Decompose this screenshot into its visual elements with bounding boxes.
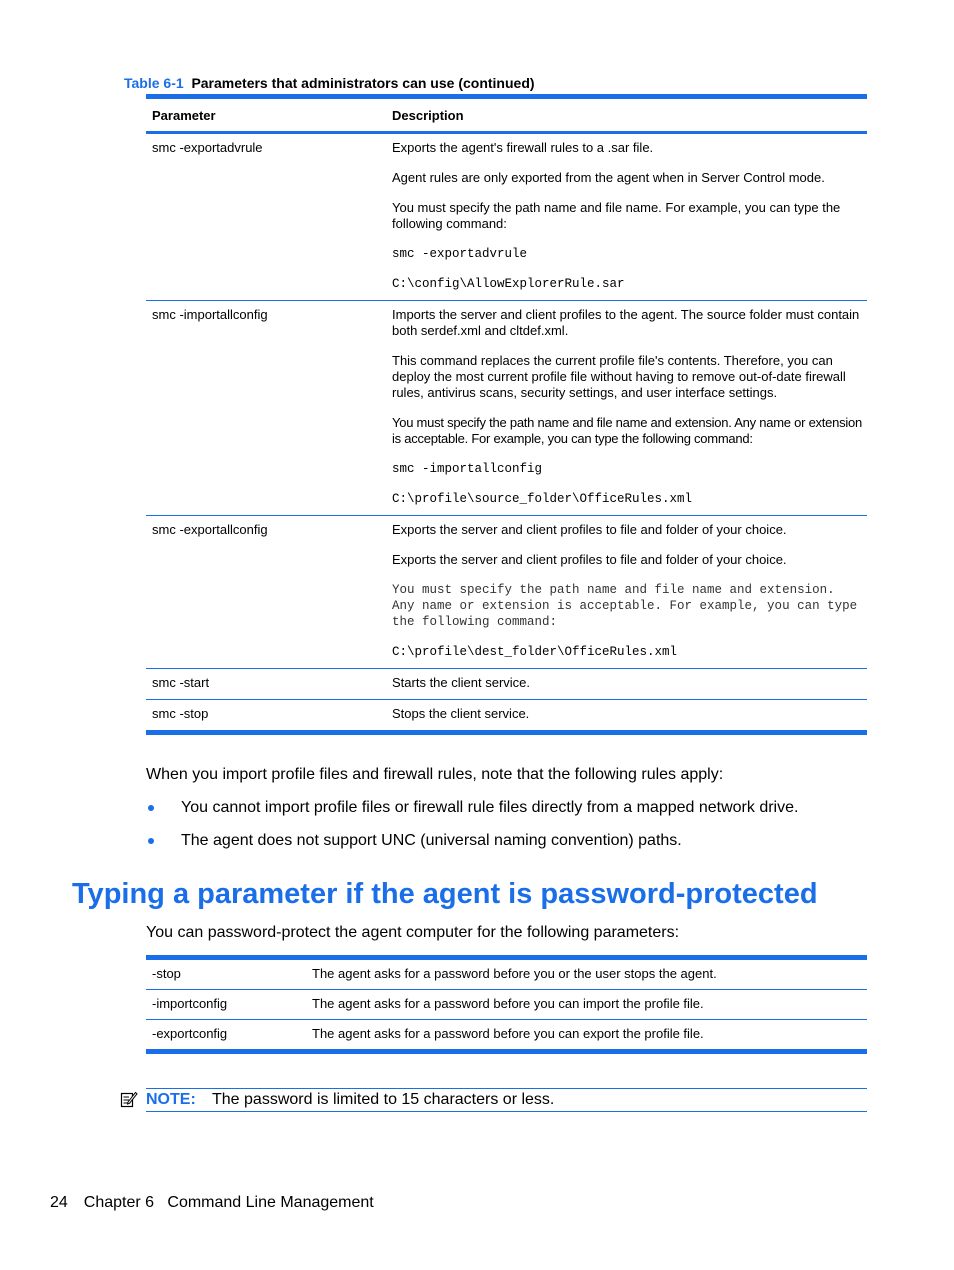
description-paragraph: You must specify the path name and file name and extension. Any name or extension is acceptable. For example, you can type the following command: xyxy=(392,583,858,629)
table-number: Table 6-1 xyxy=(124,75,184,91)
description-cell: The agent asks for a password before you can import the profile file. xyxy=(306,990,867,1020)
parameter-cell: -importconfig xyxy=(146,990,306,1020)
command-example: smc -exportadvrule xyxy=(392,247,528,261)
table-row xyxy=(146,700,867,733)
bullet-icon xyxy=(148,838,154,844)
description-paragraph: Agent rules are only exported from the agent when in Server Control mode. xyxy=(392,170,825,185)
description-paragraph: This command replaces the current profile file's contents. Therefore, you can deploy the most current profile file without having to remove out-of-date firewall rules, antivirus scans, security settings, and user interface settings. xyxy=(392,353,846,400)
parameter-cell: smc -importallconfig xyxy=(146,301,386,516)
parameter-cell: smc -start xyxy=(146,669,386,700)
note-text: The password is limited to 15 characters or less. xyxy=(212,1091,555,1108)
chapter-title: Chapter 6 Command Line Management xyxy=(83,1194,374,1211)
column-header-parameter: Parameter xyxy=(146,97,386,133)
command-example: smc -importallconfig xyxy=(392,462,543,476)
description-paragraph: You must specify the path name and file name and extension. Any name or extension is acceptable. For example, you can type the following command: xyxy=(392,415,862,446)
description-paragraph: Exports the agent's firewall rules to a .sar file. xyxy=(392,140,654,155)
description-cell: The agent asks for a password before you can export the profile file. xyxy=(306,1020,867,1052)
note-label: NOTE: xyxy=(146,1091,196,1108)
page-footer xyxy=(50,1193,374,1213)
note-icon xyxy=(120,1090,138,1108)
parameter-cell: smc -exportallconfig xyxy=(146,516,386,669)
description-paragraph: Exports the server and client profiles to file and folder of your choice. xyxy=(392,552,787,567)
command-path: C:\profile\dest_folder\OfficeRules.xml xyxy=(392,645,678,659)
description-paragraph: Starts the client service. xyxy=(392,675,530,690)
description-cell: The agent asks for a password before you or the user stops the agent. xyxy=(312,966,717,981)
password-parameters-table xyxy=(146,955,867,1054)
section-heading: Typing a parameter if the agent is password-protected xyxy=(72,878,818,910)
password-intro: You can password-protect the agent computer for the following parameters: xyxy=(146,924,680,941)
note-box xyxy=(146,1088,867,1112)
description-cell xyxy=(386,516,867,669)
parameter-cell: -stop xyxy=(152,966,181,981)
table-row xyxy=(146,133,867,301)
table-caption xyxy=(124,74,535,92)
table-row xyxy=(146,669,867,700)
parameter-cell: smc -stop xyxy=(146,700,386,733)
table-row xyxy=(146,958,867,990)
table-title: Parameters that administrators can use (continued) xyxy=(191,75,535,91)
command-path: C:\config\AllowExplorerRule.sar xyxy=(392,277,625,291)
description-cell xyxy=(386,301,867,516)
description-cell xyxy=(386,133,867,301)
table-row xyxy=(146,301,867,516)
list-item-text: You cannot import profile files or firewall rule files directly from a mapped network drive. xyxy=(181,799,799,816)
page-number: 24 xyxy=(50,1194,68,1211)
rules-intro: When you import profile files and firewall rules, note that the following rules apply: xyxy=(146,766,724,783)
description-cell xyxy=(386,669,867,700)
description-paragraph: Exports the server and client profiles to file and folder of your choice. xyxy=(392,522,787,537)
description-paragraph: Stops the client service. xyxy=(392,706,530,721)
list-item-text: The agent does not support UNC (universal naming convention) paths. xyxy=(181,832,682,849)
parameter-cell: smc -exportadvrule xyxy=(152,140,263,155)
table-row xyxy=(146,990,867,1020)
description-paragraph: You must specify the path name and file name. For example, you can type the following command: xyxy=(392,200,841,231)
description-paragraph: Imports the server and client profiles to the agent. The source folder must contain both serdef.xml and cltdef.xml. xyxy=(392,307,860,338)
bullet-icon xyxy=(148,805,154,811)
parameter-cell: -exportconfig xyxy=(146,1020,306,1052)
command-path: C:\profile\source_folder\OfficeRules.xml xyxy=(392,492,693,506)
column-header-description: Description xyxy=(386,97,867,133)
table-row xyxy=(146,1020,867,1052)
description-cell xyxy=(386,700,867,733)
table-row xyxy=(146,516,867,669)
parameters-table xyxy=(146,94,867,735)
table-header-row xyxy=(146,97,867,133)
